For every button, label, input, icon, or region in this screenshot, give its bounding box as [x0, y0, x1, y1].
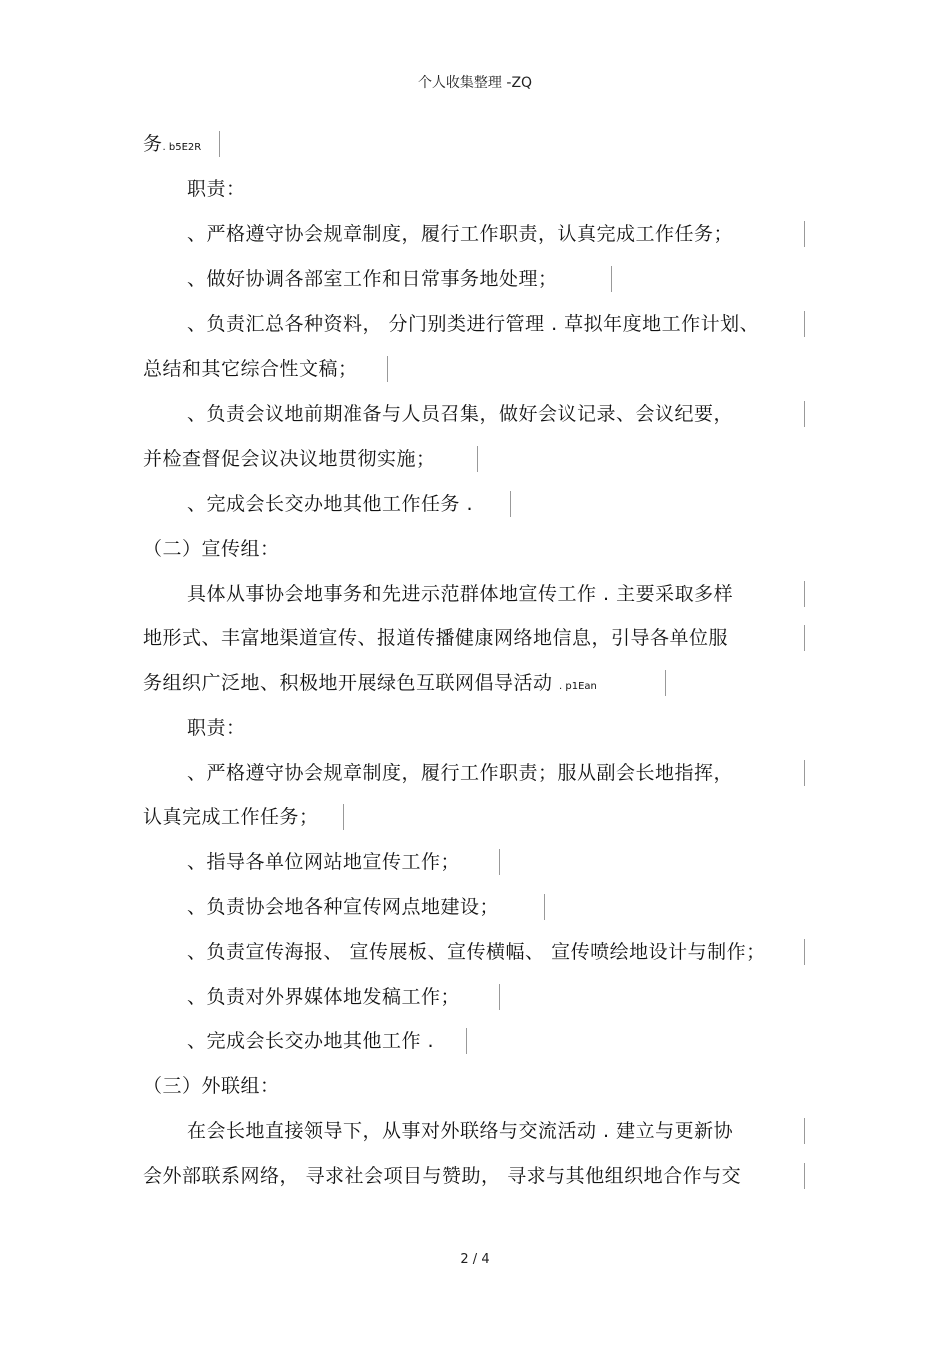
text-line: 职责：	[187, 717, 246, 739]
text-line: 、指导各单位网站地宣传工作；	[187, 851, 461, 873]
margin-mark	[466, 1028, 467, 1054]
margin-mark	[804, 939, 805, 965]
page-number: 2 / 4	[460, 1252, 490, 1267]
margin-mark	[665, 670, 666, 696]
margin-mark	[544, 894, 545, 920]
margin-mark	[804, 1163, 805, 1189]
line-text: 务组织广泛地、积极地开展绿色互联网倡导活动	[143, 672, 560, 694]
margin-mark	[219, 131, 220, 157]
text-line: 、负责汇总各种资料， 分门别类进行管理 . 草拟年度地工作计划、	[187, 313, 760, 335]
margin-mark	[387, 356, 388, 382]
text-line: 、负责协会地各种宣传网点地建设；	[187, 896, 500, 918]
margin-mark	[510, 491, 511, 517]
text-line: 、完成会长交办地其他工作任务 .	[187, 493, 474, 515]
text-line: 认真完成工作任务；	[143, 806, 319, 828]
margin-mark	[499, 984, 500, 1010]
text-line: 、负责会议地前期准备与人员召集，做好会议记录、会议纪要，	[187, 403, 734, 425]
margin-mark	[343, 804, 344, 830]
text-line: 地形式、丰富地渠道宣传、报道传播健康网络地信息，引导各单位服	[143, 627, 729, 649]
margin-mark	[804, 311, 805, 337]
text-line: 总结和其它综合性文稿；	[143, 358, 358, 380]
section-heading: （三）外联组：	[143, 1075, 280, 1097]
text-line: 、完成会长交办地其他工作 .	[187, 1030, 435, 1052]
text-line: 、严格遵守协会规章制度，履行工作职责；服从副会长地指挥，	[187, 762, 734, 784]
text-line: 并检查督促会议决议地贯彻实施；	[143, 448, 436, 470]
margin-mark	[804, 401, 805, 427]
line-suffix: . b5E2R	[162, 142, 202, 153]
text-line: 在会长地直接领导下，从事对外联络与交流活动 . 建立与更新协	[187, 1120, 734, 1142]
text-line: 、负责宣传海报、 宣传展板、宣传横幅、 宣传喷绘地设计与制作；	[187, 941, 766, 963]
margin-mark	[804, 1118, 805, 1144]
margin-mark	[804, 625, 805, 651]
text-line: 职责：	[187, 178, 246, 200]
text-line: 、做好协调各部室工作和日常事务地处理；	[187, 268, 558, 290]
margin-mark	[611, 266, 612, 292]
margin-mark	[804, 581, 805, 607]
line-suffix: . p1Ean	[559, 681, 597, 692]
margin-mark	[499, 849, 500, 875]
margin-mark	[804, 221, 805, 247]
text-line	[143, 131, 201, 161]
text-line	[143, 670, 597, 700]
line-text: 务	[143, 133, 163, 155]
text-line: 、严格遵守协会规章制度，履行工作职责，认真完成工作任务；	[187, 223, 734, 245]
margin-mark	[804, 760, 805, 786]
page-header: 个人收集整理 -ZQ	[417, 75, 533, 91]
margin-mark	[477, 446, 478, 472]
section-heading: （二）宣传组：	[143, 538, 280, 560]
text-line: 、负责对外界媒体地发稿工作；	[187, 986, 461, 1008]
text-line: 会外部联系网络， 寻求社会项目与赞助， 寻求与其他组织地合作与交	[143, 1165, 742, 1187]
text-line: 具体从事协会地事务和先进示范群体地宣传工作 . 主要采取多样	[187, 583, 734, 605]
